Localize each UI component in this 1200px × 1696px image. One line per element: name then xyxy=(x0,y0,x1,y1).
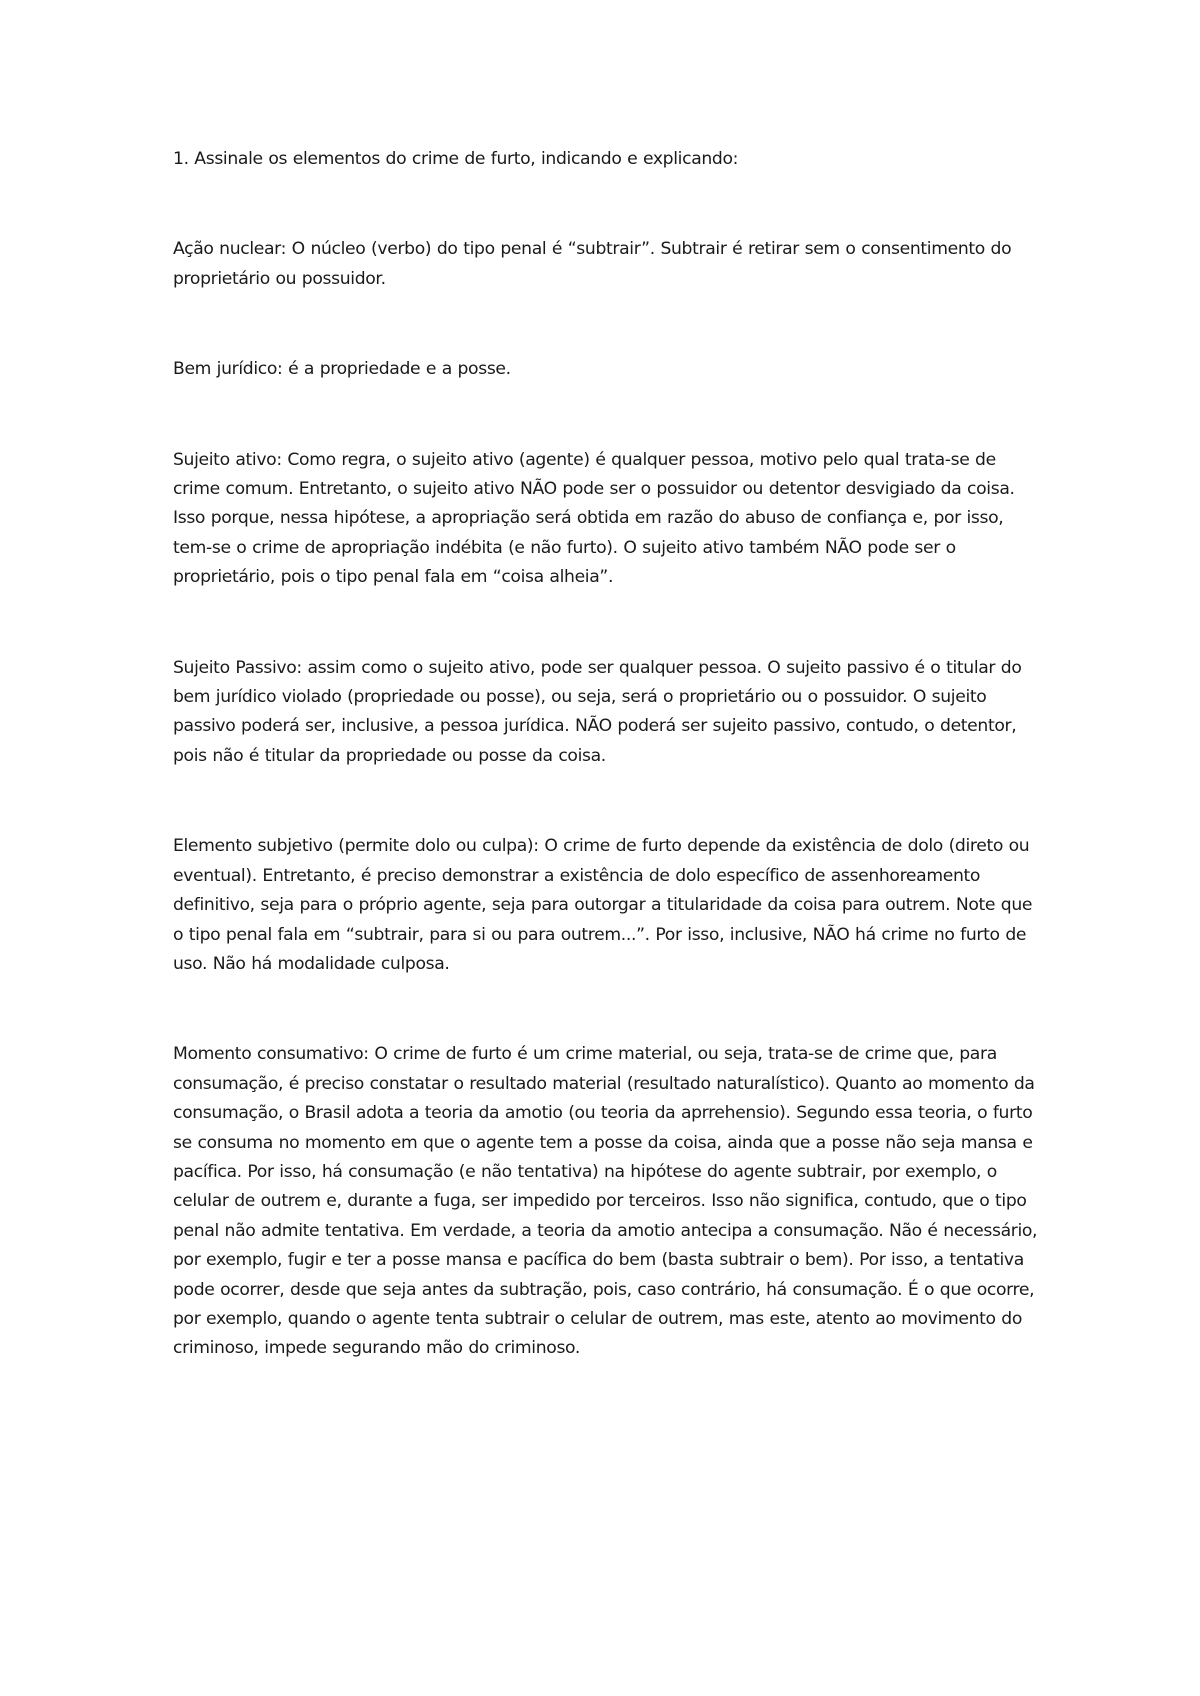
paragraph-gap xyxy=(173,385,1043,446)
paragraph-acao-nuclear: Ação nuclear: O núcleo (verbo) do tipo penal é “subtrair”. Subtrair é retirar sem o consentimento do proprietário ou possuidor. xyxy=(173,239,1012,289)
paragraph-momento-consumativo: Momento consumativo: O crime de furto é um crime material, ou seja, trata-se de crime que, para consumação, é preciso constatar o resultado material (resultado naturalístico). Quanto ao momento da consumação, o Brasil adota a teoria da amotio (ou teoria da aprrehensio). Segundo essa teoria, o furto se consuma no momento em que o agente tem a posse da coisa, ainda que a posse não seja mansa e pacífica. Por isso, há consumação (e não tentativa) na hipótese do agente subtrair, por exemplo, o celular de outrem e, durante a fuga, ser impedido por terceiros. Isso não significa, contudo, que o tipo penal não admite tentativa. Em verdade, a teoria da amotio antecipa a consumação. Não é necessário, por exemplo, fugir e ter a posse mansa e pacífica do bem (basta subtrair o bem). Por isso, a tentativa pode ocorrer, desde que seja antes da subtração, pois, caso contrário, há consumação. É o que ocorre, por exemplo, quando o agente tenta subtrair o celular de outrem, mas este, atento ao movimento do criminoso, impede segurando mão do criminoso. xyxy=(173,1044,1038,1359)
paragraph-gap xyxy=(173,174,1043,235)
paragraph-gap xyxy=(173,771,1043,832)
paragraph-gap xyxy=(173,593,1043,654)
paragraph-sujeito-passivo: Sujeito Passivo: assim como o sujeito ativo, pode ser qualquer pessoa. O sujeito passivo é o titular do bem jurídico violado (propriedade ou posse), ou seja, será o proprietário ou o possuidor. O sujeito passivo poderá ser, inclusive, a pessoa jurídica. NÃO poderá ser sujeito passivo, contudo, o detentor, pois não é titular da propriedade ou posse da coisa. xyxy=(173,657,1022,766)
paragraph-sujeito-ativo: Sujeito ativo: Como regra, o sujeito ativo (agente) é qualquer pessoa, motivo pelo qual trata-se de crime comum. Entretanto, o sujeito ativo NÃO pode ser o possuidor ou detentor desvigiado da coisa. Isso porque, nessa hipótese, a apropriação será obtida em razão do abuso de confiança e, por isso, tem-se o crime de apropriação indébita (e não furto). O sujeito ativo também NÃO pode ser o proprietário, pois o tipo penal fala em “coisa alheia”. xyxy=(173,449,1015,588)
paragraph-gap xyxy=(173,979,1043,1040)
document-body xyxy=(173,145,1043,1364)
question-heading: 1. Assinale os elementos do crime de furto, indicando e explicando: xyxy=(173,149,739,169)
paragraph-elemento-subjetivo: Elemento subjetivo (permite dolo ou culpa): O crime de furto depende da existência de dolo (direto ou eventual). Entretanto, é preciso demonstrar a existência de dolo específico de assenhoreamento definitivo, seja para o próprio agente, seja para outorgar a titularidade da coisa para outrem. Note que o tipo penal fala em “subtrair, para si ou para outrem...”. Por isso, inclusive, NÃO há crime no furto de uso. Não há modalidade culposa. xyxy=(173,836,1033,974)
paragraph-bem-juridico: Bem jurídico: é a propriedade e a posse. xyxy=(173,359,511,380)
paragraph-gap xyxy=(173,294,1043,355)
